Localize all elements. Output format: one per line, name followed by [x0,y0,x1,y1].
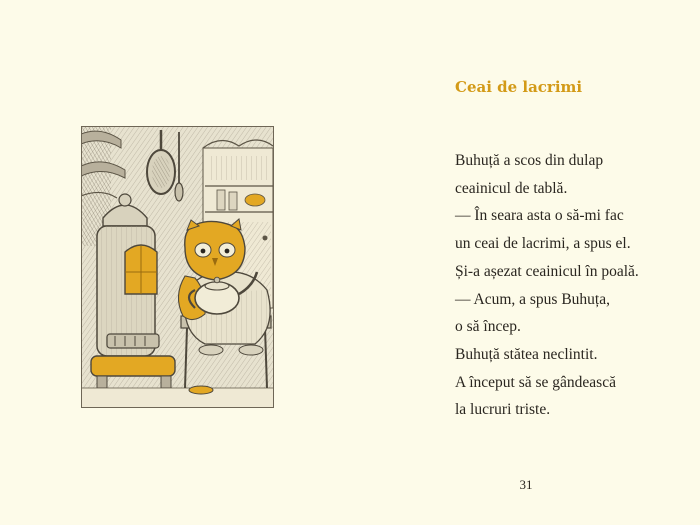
owl-teapot-illustration [81,126,274,408]
story-line: la lucruri triste. [455,401,551,419]
story-line: Buhuță stătea neclintit. [455,345,598,363]
chapter-title: Ceai de lacrimi [455,78,583,96]
story-line: ceainicul de tablă. [455,179,568,197]
story-line: Buhuță a scos din dulap [455,152,604,169]
story-line: o să încep. [455,318,521,336]
story-line: un ceai de lacrimi, a spus el. [455,235,631,253]
story-line: A început să se gândească [455,373,616,391]
page-number: 31 [519,477,533,492]
story-text [455,147,685,424]
story-line: Și-a așezat ceainicul în poală. [455,262,639,280]
story-line: — În seara asta o să-mi fac [455,207,624,225]
story-line: — Acum, a spus Buhuța, [455,290,610,308]
